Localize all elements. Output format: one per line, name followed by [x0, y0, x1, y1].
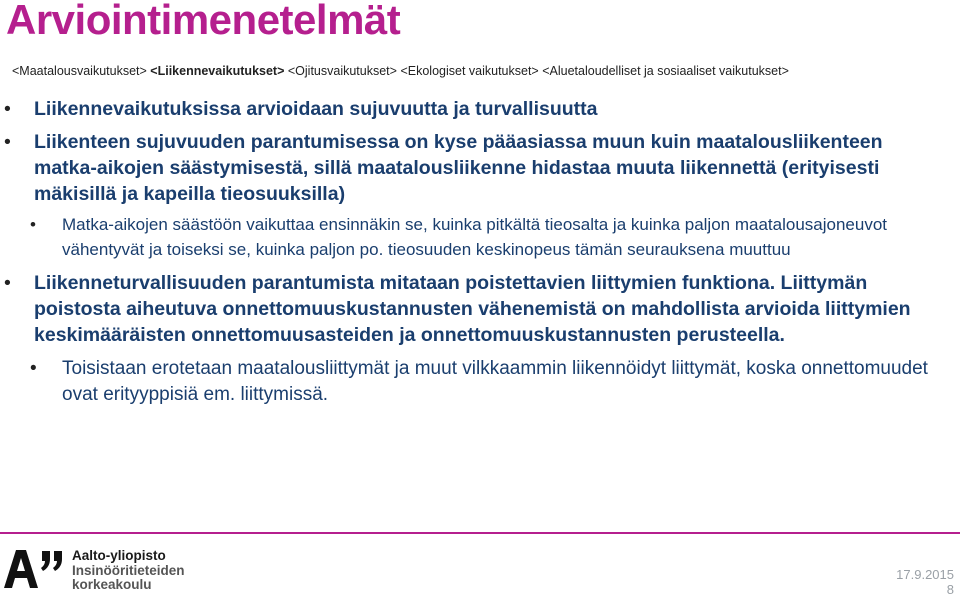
breadcrumb — [12, 64, 789, 78]
slide-content — [0, 96, 950, 416]
bullet-sujuvuus-turvallisuus: • Liikennevaikutuksissa arvioidaan sujuvuutta ja turvallisuutta — [0, 96, 950, 122]
page-number: 8 — [946, 582, 954, 597]
sub-bullet-matka-aikojen-saasto: • Matka-aikojen säästöön vaikuttaa ensinnäkin se, kuinka pitkältä tieosalta ja kuinka paljon maatalousajoneuvot vähentyvät ja toiseksi se, kuinka paljon po. tieosuuden keskinopeus tämän seurauksena muuttuu — [0, 212, 950, 262]
logo-school-line2: korkeakoulu — [72, 577, 152, 592]
aalto-logo-icon — [4, 548, 64, 588]
page-title: Arviointimenetelmät — [6, 0, 401, 43]
breadcrumb-item-ekologiset[interactable]: <Ekologiset vaikutukset> — [400, 64, 539, 78]
breadcrumb-item-ojitus[interactable]: <Ojitusvaikutukset> — [287, 64, 397, 78]
logo-school-line1: Insinööritieteiden — [72, 562, 185, 578]
bullet-liikenneturvallisuus: • Liikenneturvallisuuden parantumista mitataan poistettavien liittymien funktiona. Liittymän poistosta aiheutuva onnettomuuskustannusten vähenemistä on mahdollista arvioida liittymien keskimääräisten onnettomuusasteiden ja onnettomuuskustannusten perusteella. — [0, 270, 950, 348]
footer-divider — [0, 532, 960, 534]
logo-university: Aalto-yliopisto — [72, 548, 166, 563]
breadcrumb-item-maatalous[interactable]: <Maatalousvaikutukset> — [12, 64, 147, 78]
bullet-sujuvuus: • Liikenteen sujuvuuden parantumisessa on kyse pääasiassa muun kuin maatalousliikenteen matka-aikojen säästymisestä, sillä maatalousliikenne hidastaa muuta liikennettä (erityisesti mäkisillä ja kapeilla tieosuuksilla) — [0, 129, 950, 207]
sub-bullet-liittymatyypit: • Toisistaan erotetaan maatalousliittymät ja muut vilkkaammin liikennöidyt liittymät, koska onnettomuudet ovat erityyppisiä em. liittymissä. — [0, 356, 950, 408]
breadcrumb-item-liikenne[interactable]: <Liikennevaikutukset> — [150, 64, 285, 78]
logo-text — [72, 549, 185, 593]
breadcrumb-item-aluetaloudelliset[interactable]: <Aluetaloudelliset ja sosiaaliset vaikutukset> — [542, 64, 789, 78]
slide-date: 17.9.2015 — [896, 567, 954, 582]
